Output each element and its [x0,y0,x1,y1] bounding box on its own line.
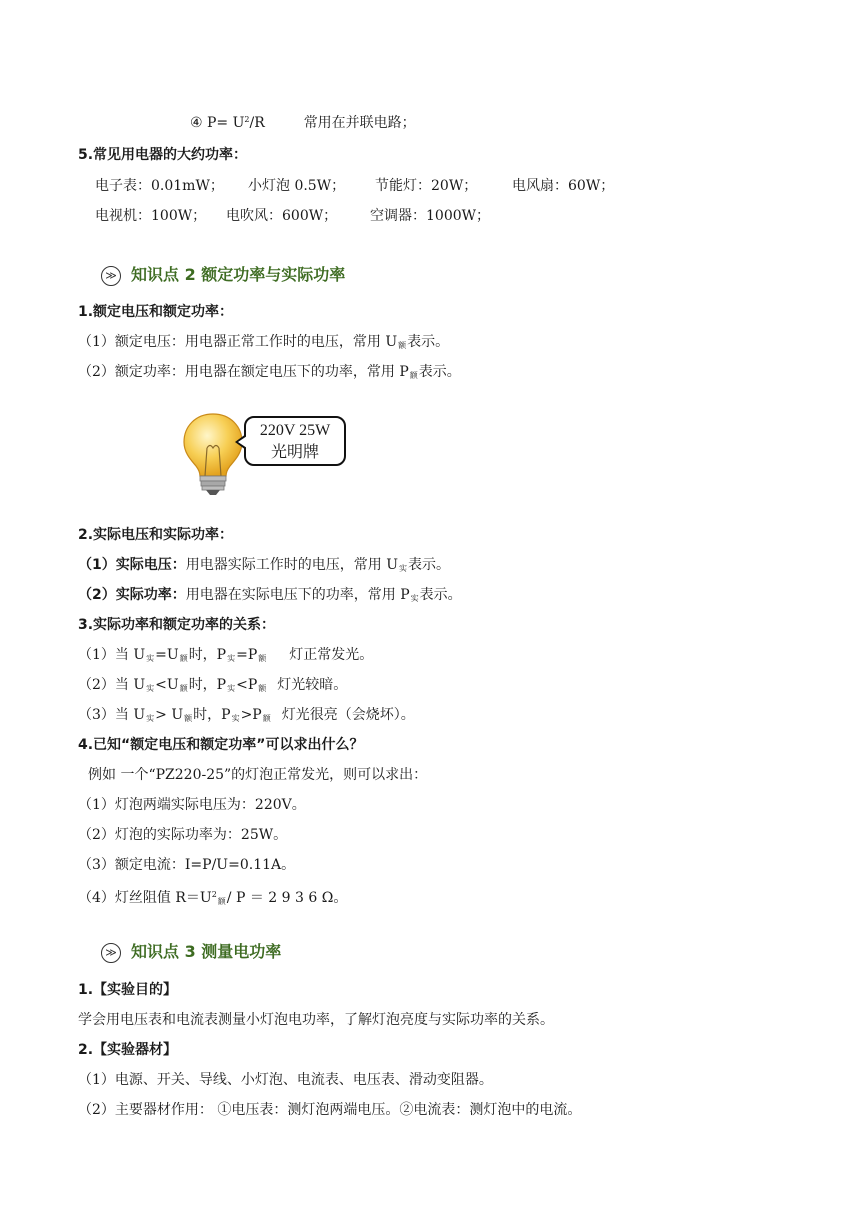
kp3-h2: 2.【实验器材】 [78,1042,178,1058]
s5-heading: 5.常见用电器的大约功率： [78,147,248,163]
kp3-h1: 1.【实验目的】 [78,982,178,998]
kp2-h1: 1.额定电压和额定功率： [78,304,234,320]
formula-note: 常用在并联电路； [303,115,416,131]
s5-row2-item: 电吹风：600W； [226,208,338,224]
kp2-example: 例如 一个“PZ220-25”的灯泡正常发光，则可以求出： [88,767,428,783]
arrow-badge-icon: ≫ [101,943,121,963]
arrow-badge-icon: ≫ [101,266,121,286]
s5-row1-item: 电风扇：60W； [512,178,615,194]
s5-row1-item: 小灯泡 0.5W； [248,178,346,194]
kp2-answer: （3）额定电流：I=P/U=0.11A。 [78,857,296,873]
bulb-rating: 220V 25W [259,422,331,439]
kp2-answer: （4）灯丝阻值 $R=U^2_额/$ P ＝ 2 9 3 6 Ω。 [78,890,348,906]
section-title-kp2: ≫ 知识点 2 额定功率与实际功率 [101,263,345,287]
relation-row: （2）当 $U_实<U_额$时，$P_实<P_额$ 灯光较暗。 [78,677,348,693]
kp2-h4: 4.已知“额定电压和额定功率”可以求出什么？ [78,737,364,753]
formula-lhs: P= U [207,115,245,131]
s5-row1-item: 电子表：0.01mW； [95,178,224,194]
section-title-kp3: ≫ 知识点 3 测量电功率 [101,940,281,964]
bulb-brand: 光明牌 [270,444,319,461]
kp2-h3: 3.实际功率和额定功率的关系： [78,617,276,633]
s5-row2-item: 电视机：100W； [95,208,207,224]
formula-number: ④ [190,115,203,131]
kp2-line: （1）额定电压：用电器正常工作时的电压，常用 $U_额$表示。 [78,334,450,350]
s5-row1-item: 节能灯：20W； [375,178,478,194]
kp3-paragraph: 学会用电压表和电流表测量小灯泡电功率，了解灯泡亮度与实际功率的关系。 [78,1012,554,1028]
light-bulb-icon [178,410,248,496]
relation-row: （1）当 $U_实=U_额$时，$P_实=P_额$ 灯正常发光。 [78,647,374,663]
s5-row2-item: 空调器：1000W； [370,208,491,224]
bulb-label-bubble [244,416,346,466]
kp3-equipment: （2）主要器材作用： ①电压表：测灯泡两端电压。②电流表：测灯泡中的电流。 [78,1102,582,1118]
kp3-equipment: （1）电源、开关、导线、小灯泡、电流表、电压表、滑动变阻器。 [78,1072,493,1088]
formula-4: ④ $P= U^2/R$ 常用在并联电路； [190,115,416,131]
kp2-line: （1）实际电压：用电器实际工作时的电压，常用 $U_实$表示。 [78,557,450,573]
kp2-line: （2）额定功率：用电器在额定电压下的功率，常用 $P_额$表示。 [78,364,461,380]
relation-row: （3）当 $U_实> U_额$时，$P_实>P_额$ 灯光很亮（会烧坏）。 [78,707,415,723]
kp2-answer: （2）灯泡的实际功率为：25W。 [78,827,288,843]
kp2-line: （2）实际功率：用电器在实际电压下的功率，常用 $P_实$表示。 [78,587,462,603]
kp2-h2: 2.实际电压和实际功率： [78,527,234,543]
kp2-answer: （1）灯泡两端实际电压为：220V。 [78,797,306,813]
